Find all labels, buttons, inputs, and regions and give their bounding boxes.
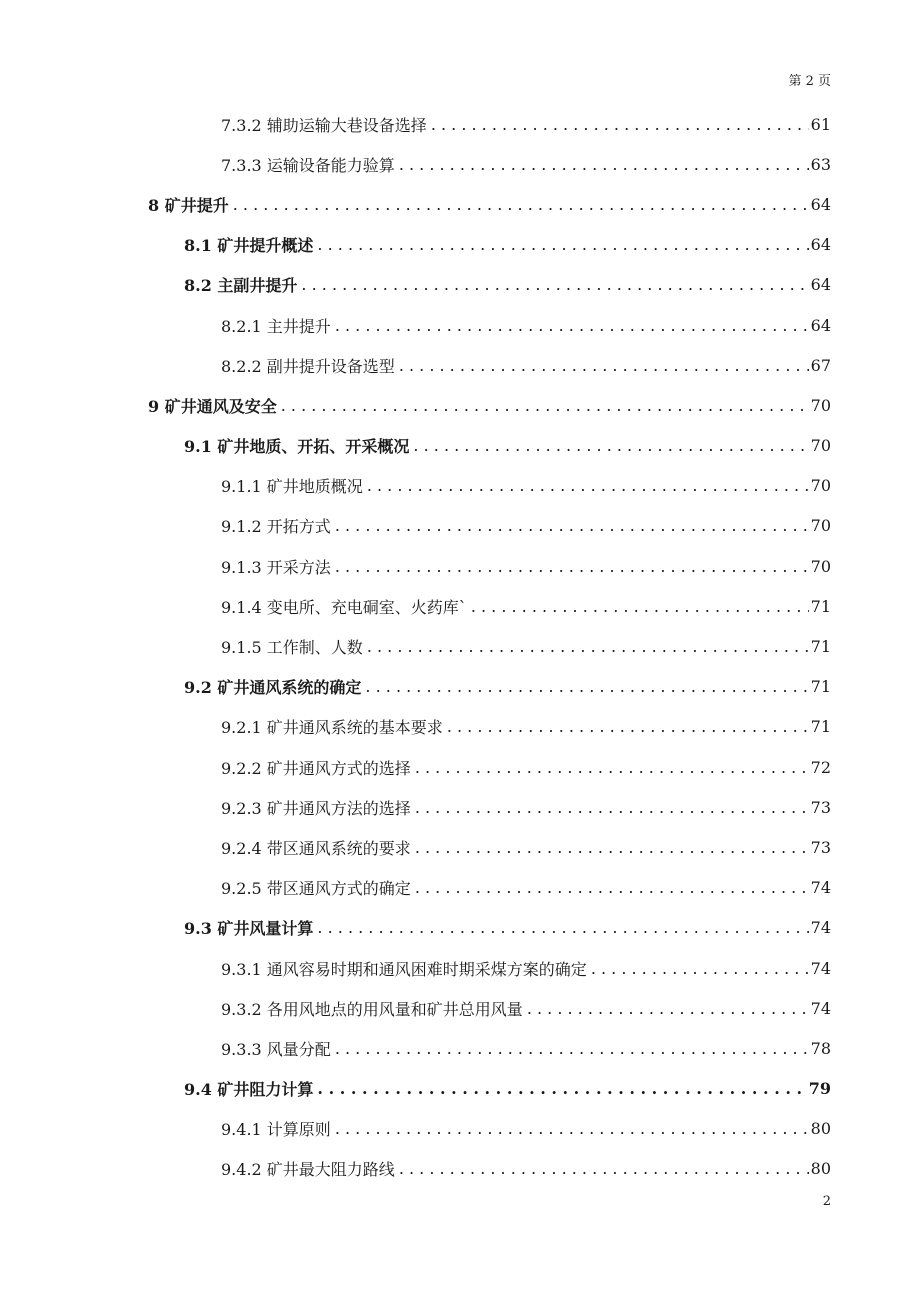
toc-entry-page: 73 <box>810 837 831 857</box>
toc-entry-title: 9.3.2 各用风地点的用风量和矿井总用风量 <box>221 999 523 1019</box>
toc-entry[interactable] <box>0 707 920 747</box>
toc-entry[interactable] <box>0 225 920 265</box>
toc-entry-page: 71 <box>810 596 831 616</box>
toc-dot-leader <box>335 1119 809 1138</box>
toc-entry[interactable] <box>0 626 920 666</box>
toc-entry-title: 8.2.1 主井提升 <box>221 316 331 336</box>
toc-dot-leader <box>399 1159 809 1178</box>
toc-dot-leader <box>431 115 809 134</box>
toc-entry-title: 9.2.5 带区通风方式的确定 <box>221 879 411 899</box>
toc-dot-leader <box>415 878 809 897</box>
toc-entry-page: 64 <box>810 235 831 255</box>
toc-entry-page: 72 <box>810 757 831 777</box>
toc-dot-leader <box>317 1079 806 1098</box>
toc-entry-page: 74 <box>810 918 831 938</box>
toc-entry-title: 7.3.2 辅助运输大巷设备选择 <box>221 115 427 135</box>
toc-entry-page: 80 <box>810 1119 831 1139</box>
toc-entry-title: 9.3.1 通风容易时期和通风困难时期采煤方案的确定 <box>221 959 587 979</box>
toc-dot-leader <box>335 1039 809 1058</box>
page-footer-number: 2 <box>822 1194 831 1209</box>
toc-entry-title: 9.1.4 变电所、充电硐室、火药库` <box>221 597 467 617</box>
toc-entry[interactable] <box>0 546 920 586</box>
toc-dot-leader <box>335 316 809 335</box>
toc-entry-title: 9.2.4 带区通风系统的要求 <box>221 838 411 858</box>
toc-entry[interactable] <box>0 466 920 506</box>
toc-dot-leader <box>281 396 809 415</box>
toc-entry-title: 9.1.1 矿井地质概况 <box>221 477 363 497</box>
toc-entry-page: 79 <box>808 1079 831 1099</box>
toc-dot-leader <box>335 557 809 576</box>
toc-entry-title: 7.3.3 运输设备能力验算 <box>221 155 395 175</box>
toc-dot-leader <box>591 959 809 978</box>
toc-dot-leader <box>317 918 808 937</box>
toc-entry[interactable] <box>0 385 920 425</box>
toc-entry[interactable] <box>0 184 920 224</box>
toc-entry-page: 71 <box>810 637 831 657</box>
toc-entry[interactable] <box>0 948 920 988</box>
table-of-contents <box>0 104 920 1189</box>
toc-entry[interactable] <box>0 104 920 144</box>
toc-entry-title: 9.4.2 矿井最大阻力路线 <box>221 1160 395 1180</box>
toc-dot-leader <box>415 758 809 777</box>
toc-entry[interactable] <box>0 1069 920 1109</box>
toc-dot-leader <box>413 436 808 455</box>
toc-entry-page: 67 <box>810 355 831 375</box>
toc-dot-leader <box>471 597 809 616</box>
toc-entry-title: 8.1 矿井提升概述 <box>184 236 314 256</box>
toc-entry[interactable] <box>0 1109 920 1149</box>
toc-dot-leader <box>365 677 808 696</box>
toc-entry-title: 9.1.5 工作制、人数 <box>221 638 363 658</box>
toc-entry-page: 74 <box>810 958 831 978</box>
toc-entry-title: 9.1.2 开拓方式 <box>221 517 331 537</box>
toc-dot-leader <box>335 516 809 535</box>
toc-entry-page: 71 <box>810 677 831 697</box>
toc-entry-page: 70 <box>810 395 831 415</box>
toc-entry-title: 9.1.3 开采方法 <box>221 557 331 577</box>
page-header-label: 第 2 页 <box>788 74 831 89</box>
toc-entry-page: 71 <box>810 717 831 737</box>
toc-entry-title: 9.1 矿井地质、开拓、开采概况 <box>184 437 410 457</box>
toc-dot-leader <box>447 717 809 736</box>
toc-entry[interactable] <box>0 1149 920 1189</box>
toc-entry[interactable] <box>0 144 920 184</box>
toc-entry-page: 63 <box>810 154 831 174</box>
toc-entry[interactable] <box>0 908 920 948</box>
toc-dot-leader <box>415 838 809 857</box>
toc-entry-page: 74 <box>810 878 831 898</box>
toc-dot-leader <box>233 195 809 214</box>
toc-entry-title: 9.2.1 矿井通风系统的基本要求 <box>221 718 443 738</box>
toc-entry[interactable] <box>0 988 920 1028</box>
toc-entry-page: 70 <box>810 476 831 496</box>
toc-entry[interactable] <box>0 305 920 345</box>
toc-entry-title: 9.2.2 矿井通风方式的选择 <box>221 758 411 778</box>
toc-entry[interactable] <box>0 787 920 827</box>
toc-entry-page: 73 <box>810 797 831 817</box>
toc-entry-page: 78 <box>810 1038 831 1058</box>
toc-dot-leader <box>527 999 809 1018</box>
toc-dot-leader <box>367 637 809 656</box>
toc-entry[interactable] <box>0 506 920 546</box>
toc-dot-leader <box>367 476 809 495</box>
toc-entry[interactable] <box>0 265 920 305</box>
toc-entry[interactable] <box>0 586 920 626</box>
toc-entry-title: 8.2.2 副井提升设备选型 <box>221 356 395 376</box>
toc-entry-title: 9 矿井通风及安全 <box>148 396 277 416</box>
toc-entry-page: 64 <box>810 275 831 295</box>
toc-entry[interactable] <box>0 667 920 707</box>
toc-entry-page: 61 <box>810 114 831 134</box>
toc-entry-title: 9.4 矿井阻力计算 <box>184 1080 314 1100</box>
toc-entry[interactable] <box>0 747 920 787</box>
toc-dot-leader <box>317 235 808 254</box>
toc-entry-page: 74 <box>810 998 831 1018</box>
toc-entry-page: 64 <box>810 315 831 335</box>
toc-entry-title: 8 矿井提升 <box>148 195 229 215</box>
toc-entry-title: 9.3.3 风量分配 <box>221 1039 331 1059</box>
toc-dot-leader <box>399 356 809 375</box>
toc-entry[interactable] <box>0 345 920 385</box>
toc-entry[interactable] <box>0 1028 920 1068</box>
toc-entry-title: 9.2 矿井通风系统的确定 <box>184 678 362 698</box>
toc-dot-leader <box>301 275 808 294</box>
toc-entry-page: 70 <box>810 436 831 456</box>
toc-entry[interactable] <box>0 426 920 466</box>
toc-dot-leader <box>415 798 809 817</box>
toc-entry[interactable] <box>0 868 920 908</box>
toc-entry-page: 80 <box>810 1159 831 1179</box>
toc-entry-page: 70 <box>810 556 831 576</box>
toc-entry-title: 9.4.1 计算原则 <box>221 1120 331 1140</box>
toc-dot-leader <box>399 155 809 174</box>
toc-entry[interactable] <box>0 827 920 867</box>
toc-entry-title: 9.3 矿井风量计算 <box>184 919 314 939</box>
toc-entry-page: 70 <box>810 516 831 536</box>
toc-entry-page: 64 <box>810 194 831 214</box>
toc-entry-title: 8.2 主副井提升 <box>184 276 298 296</box>
toc-entry-title: 9.2.3 矿井通风方法的选择 <box>221 798 411 818</box>
